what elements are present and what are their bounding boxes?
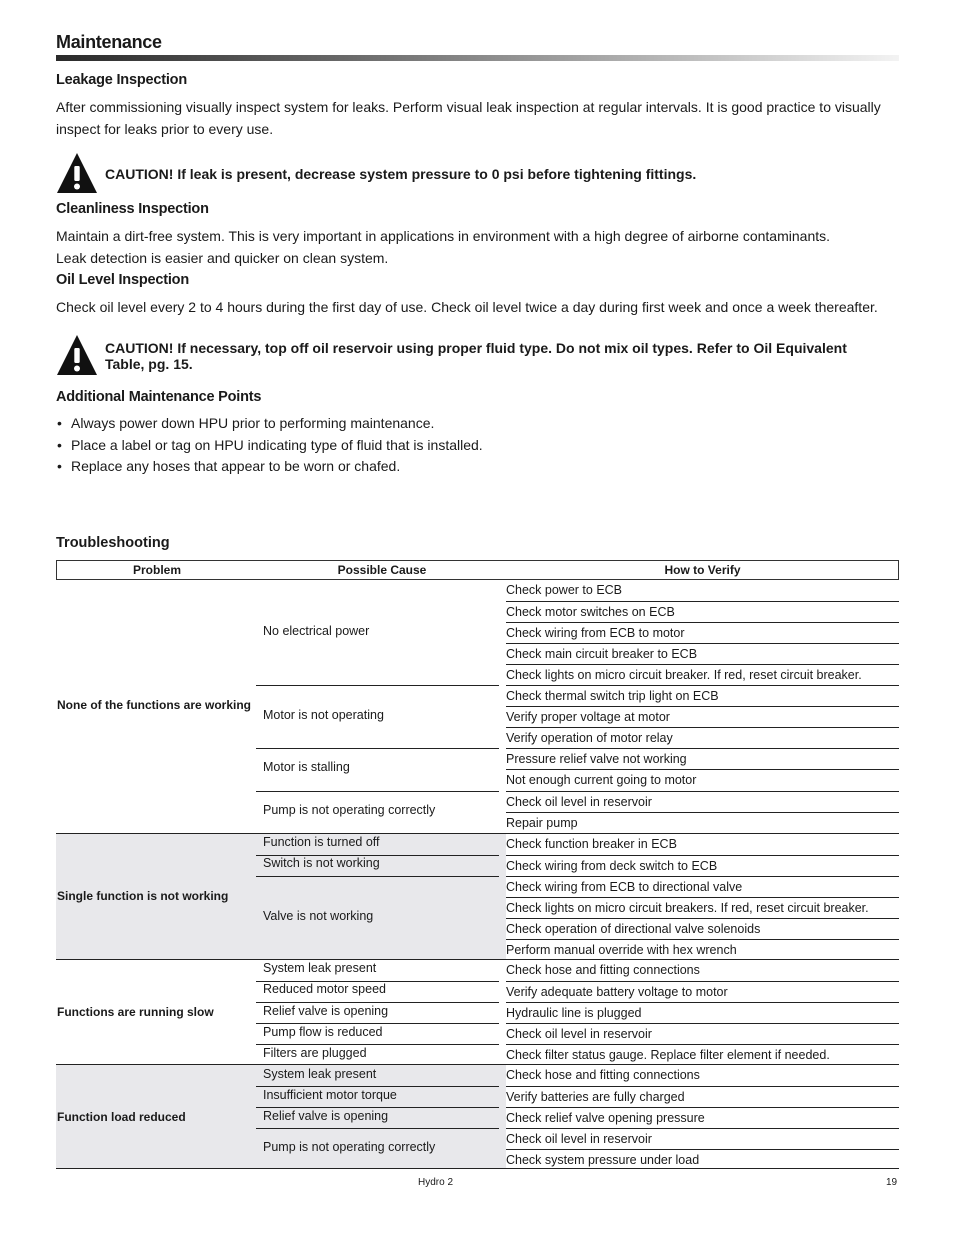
cause-cell: Motor is stalling	[263, 760, 350, 775]
verify-text: Check main circuit breaker to ECB	[506, 647, 698, 662]
verify-text: Pressure relief valve not working	[506, 752, 687, 767]
verify-cell	[506, 601, 899, 622]
verify-cell	[506, 855, 899, 876]
column-header-verify: How to Verify	[664, 563, 741, 577]
additional-heading: Additional Maintenance Points	[56, 389, 262, 405]
cause-cell: Relief valve is opening	[263, 1003, 389, 1018]
cause-cell: Insufficient motor torque	[263, 1087, 397, 1102]
verify-text: Check lights on micro circuit breaker. If red, reset circuit breaker.	[506, 668, 862, 683]
cause-cell: Pump is not operating correctly	[263, 802, 436, 817]
caution-text: CAUTION! If leak is present, decrease system pressure to 0 psi before tightening fittings.	[105, 166, 697, 182]
verify-text: Check wiring from deck switch to ECB	[506, 858, 718, 873]
verify-cell	[506, 706, 899, 727]
verify-cell	[506, 939, 899, 960]
maintenance-points-list	[56, 413, 483, 478]
list-item: • Always power down HPU prior to performing maintenance.	[56, 413, 483, 435]
verify-cell	[506, 643, 899, 664]
leak-caution	[56, 152, 899, 196]
verify-text: Check oil level in reservoir	[506, 1027, 652, 1042]
cleanliness-heading: Cleanliness Inspection	[56, 201, 209, 217]
verify-text: Check oil level in reservoir	[506, 794, 652, 809]
list-item: • Replace any hoses that appear to be worn or chafed.	[56, 456, 483, 478]
verify-text: Verify adequate battery voltage to motor	[506, 984, 728, 999]
cause-cell: Filters are plugged	[263, 1045, 367, 1060]
verify-text: Check lights on micro circuit breakers. If red, reset circuit breaker.	[506, 900, 869, 915]
cause-cell: Pump flow is reduced	[263, 1024, 383, 1039]
cause-cell: No electrical power	[263, 623, 370, 638]
verify-cell	[506, 791, 899, 812]
cause-cell: System leak present	[263, 1066, 377, 1081]
title-divider	[56, 55, 899, 61]
verify-cell	[506, 580, 899, 601]
problem-cell: None of the functions are working	[57, 698, 252, 713]
problem-cell: Functions are running slow	[57, 1004, 214, 1019]
verify-text: Perform manual override with hex wrench	[506, 942, 737, 957]
page-title: Maintenance	[56, 32, 162, 52]
verify-cell	[506, 1044, 899, 1065]
verify-text: Repair pump	[506, 815, 578, 830]
cleanliness-body-2: Leak detection is easier and quicker on clean system.	[56, 250, 389, 266]
cause-cell: Switch is not working	[263, 856, 380, 871]
problem-group	[56, 959, 899, 1064]
verify-text: Hydraulic line is plugged	[506, 1005, 642, 1020]
verify-cell	[506, 834, 899, 855]
troubleshooting-heading: Troubleshooting	[56, 535, 170, 551]
verify-cell	[506, 685, 899, 706]
cause-cell: Pump is not operating correctly	[263, 1140, 436, 1155]
verify-cell	[506, 1107, 899, 1128]
verify-cell	[506, 622, 899, 643]
cleanliness-body-1: Maintain a dirt-free system. This is very important in applications in environment with a high degree of airborne contaminants.	[56, 228, 831, 244]
cause-divider	[256, 876, 499, 877]
problem-group	[56, 580, 899, 833]
verify-cell	[506, 981, 899, 1002]
verify-cell	[506, 1086, 899, 1107]
verify-text: Not enough current going to motor	[506, 773, 697, 788]
caution-text: CAUTION! If necessary, top off oil reservoir using proper fluid type. Do not mix oil types. Refer to Oil Equivalent Table, pg. 15.	[105, 340, 847, 372]
verify-text: Check hose and fitting connections	[506, 962, 700, 977]
page-number: 19	[886, 1177, 898, 1188]
verify-cell	[506, 918, 899, 939]
verify-text: Check power to ECB	[506, 583, 623, 597]
leakage-heading: Leakage Inspection	[56, 72, 187, 88]
verify-text: Check relief valve opening pressure	[506, 1111, 705, 1126]
verify-cell	[506, 664, 899, 685]
cause-cell: System leak present	[263, 961, 377, 976]
table-header	[56, 560, 899, 580]
cause-cell: Relief valve is opening	[263, 1108, 389, 1123]
oil-level-body: Check oil level every 2 to 4 hours during the first day of use. Check oil level twice a day during first week and once a week thereafter.	[56, 299, 878, 315]
cause-divider	[256, 685, 499, 686]
cause-cell: Motor is not operating	[263, 707, 384, 722]
footer-title: Hydro 2	[418, 1177, 454, 1188]
problem-cell: Single function is not working	[57, 888, 229, 903]
verify-text: Check hose and fitting connections	[506, 1068, 700, 1083]
verify-cell	[506, 769, 899, 790]
problem-group	[56, 1064, 899, 1169]
verify-text: Check system pressure under load	[506, 1153, 700, 1168]
verify-text: Check thermal switch trip light on ECB	[506, 689, 719, 704]
verify-cell	[506, 876, 899, 897]
verify-cell	[506, 812, 899, 833]
verify-text: Verify proper voltage at motor	[506, 710, 670, 725]
verify-cell	[506, 1128, 899, 1149]
verify-cell	[506, 1023, 899, 1044]
verify-text: Verify batteries are fully charged	[506, 1090, 685, 1105]
cause-divider	[256, 748, 499, 749]
verify-text: Check wiring from ECB to motor	[506, 626, 685, 641]
warning-icon	[56, 152, 98, 194]
verify-cell	[506, 1065, 899, 1086]
problem-cell: Function load reduced	[57, 1109, 186, 1124]
verify-text: Check filter status gauge. Replace filter element if needed.	[506, 1048, 830, 1063]
oil-caution	[56, 334, 899, 378]
cause-cell: Reduced motor speed	[263, 982, 386, 997]
problem-group	[56, 833, 899, 959]
verify-cell	[506, 748, 899, 769]
verify-cell	[506, 1002, 899, 1023]
leakage-body: After commissioning visually inspect system for leaks. Perform visual leak inspection at regular intervals. It is good practice to visually inspect for leaks prior to every use.	[56, 99, 881, 137]
verify-cell	[506, 897, 899, 918]
column-header-problem: Problem	[132, 563, 181, 577]
troubleshooting-table	[56, 580, 899, 1170]
verify-text: Check oil level in reservoir	[506, 1132, 652, 1147]
table-bottom-rule	[56, 1168, 899, 1169]
column-header-cause: Possible Cause	[337, 563, 427, 577]
verify-text: Check function breaker in ECB	[506, 836, 677, 851]
verify-cell	[506, 727, 899, 748]
verify-text: Check wiring from ECB to directional valve	[506, 879, 743, 894]
list-item: • Place a label or tag on HPU indicating type of fluid that is installed.	[56, 435, 483, 457]
cause-cell: Valve is not working	[263, 908, 374, 923]
cause-cell: Function is turned off	[263, 835, 380, 850]
cause-divider	[256, 1128, 499, 1129]
oil-level-heading: Oil Level Inspection	[56, 272, 189, 288]
verify-text: Check operation of directional valve solenoids	[506, 921, 761, 936]
verify-text: Verify operation of motor relay	[506, 731, 673, 746]
cause-divider	[256, 791, 499, 792]
verify-cell	[506, 960, 899, 981]
verify-text: Check motor switches on ECB	[506, 605, 675, 620]
warning-icon	[56, 334, 98, 376]
